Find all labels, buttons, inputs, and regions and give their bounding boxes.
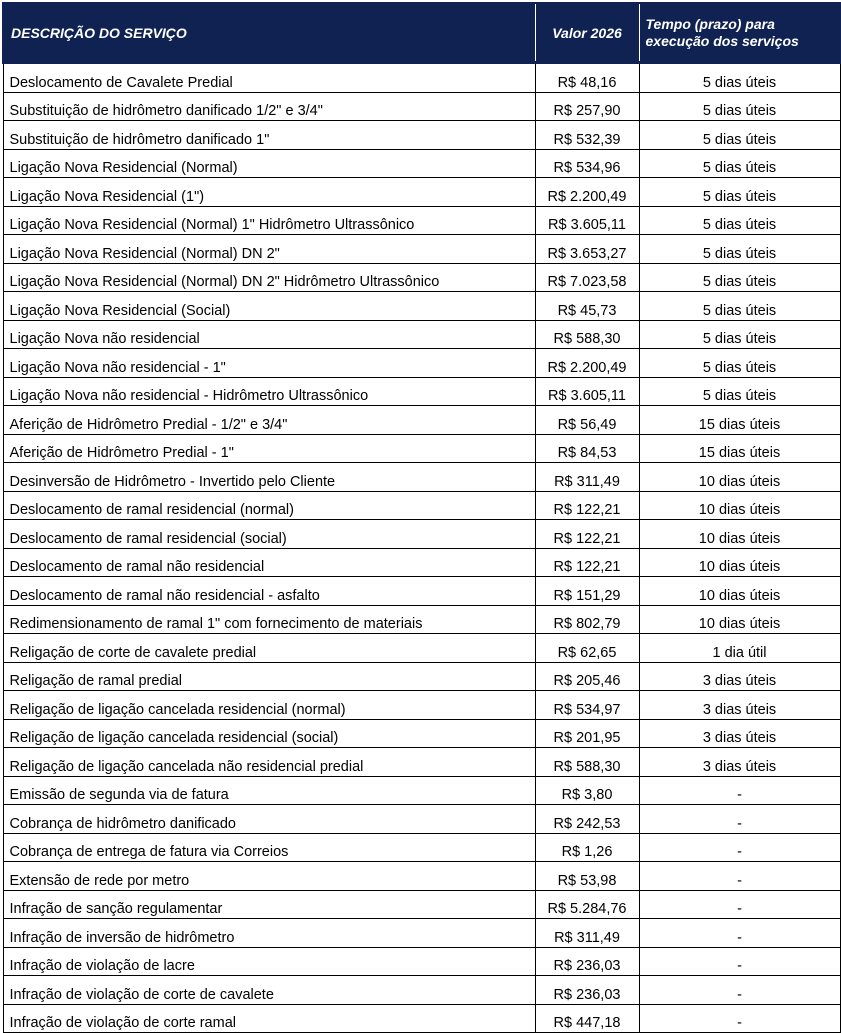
table-row: [3, 491, 840, 520]
service-description: Ligação Nova Residencial (1"): [3, 178, 535, 207]
header-execution-time-line2: execução dos serviços: [645, 32, 799, 49]
service-execution-time: 5 dias úteis: [639, 235, 840, 264]
service-execution-time: 3 dias úteis: [639, 719, 840, 748]
service-description: Extensão de rede por metro: [3, 862, 535, 891]
service-description: Aferição de Hidrômetro Predial - 1/2" e 3/4": [3, 406, 535, 435]
service-description: Ligação Nova Residencial (Normal) DN 2": [3, 235, 535, 264]
service-value: R$ 62,65: [535, 634, 639, 663]
service-execution-time: 1 dia útil: [639, 634, 840, 663]
service-value: R$ 48,16: [535, 63, 639, 93]
service-description: Infração de inversão de hidrômetro: [3, 919, 535, 948]
table-row: [3, 178, 840, 207]
service-execution-time: 15 dias úteis: [639, 406, 840, 435]
service-value: R$ 311,49: [535, 463, 639, 492]
service-value: R$ 1,26: [535, 833, 639, 862]
table-row: [3, 121, 840, 150]
header-value: Valor 2026: [535, 3, 639, 63]
service-value: R$ 3.605,11: [535, 206, 639, 235]
service-description: Religação de corte de cavalete predial: [3, 634, 535, 663]
service-value: R$ 447,18: [535, 1004, 639, 1033]
service-description: Cobrança de entrega de fatura via Correios: [3, 833, 535, 862]
service-execution-time: 10 dias úteis: [639, 463, 840, 492]
service-description: Infração de violação de corte ramal: [3, 1004, 535, 1033]
service-execution-time: 5 dias úteis: [639, 320, 840, 349]
service-execution-time: 5 dias úteis: [639, 178, 840, 207]
service-execution-time: 3 dias úteis: [639, 691, 840, 720]
service-value: R$ 311,49: [535, 919, 639, 948]
table-row: [3, 862, 840, 891]
table-row: [3, 634, 840, 663]
service-value: R$ 122,21: [535, 548, 639, 577]
table-row: [3, 1004, 840, 1033]
service-value: R$ 534,96: [535, 149, 639, 178]
service-execution-time: 10 dias úteis: [639, 605, 840, 634]
service-execution-time: -: [639, 862, 840, 891]
service-execution-time: -: [639, 947, 840, 976]
service-value: R$ 3.653,27: [535, 235, 639, 264]
table-row: [3, 605, 840, 634]
service-value: R$ 201,95: [535, 719, 639, 748]
service-value: R$ 5.284,76: [535, 890, 639, 919]
service-description: Ligação Nova Residencial (Social): [3, 292, 535, 321]
service-description: Deslocamento de ramal residencial (normal): [3, 491, 535, 520]
table-row: [3, 947, 840, 976]
table-row: [3, 833, 840, 862]
service-value: R$ 2.200,49: [535, 349, 639, 378]
table-row: [3, 63, 840, 93]
service-execution-time: 3 dias úteis: [639, 748, 840, 777]
service-value: R$ 588,30: [535, 320, 639, 349]
service-description: Ligação Nova não residencial - 1": [3, 349, 535, 378]
table-row: [3, 149, 840, 178]
service-value: R$ 56,49: [535, 406, 639, 435]
service-execution-time: -: [639, 1004, 840, 1033]
service-execution-time: 5 dias úteis: [639, 292, 840, 321]
header-execution-time-line1: Tempo (prazo) para: [645, 15, 775, 32]
table-row: [3, 463, 840, 492]
service-description: Religação de ligação cancelada residencial (normal): [3, 691, 535, 720]
table-row: [3, 748, 840, 777]
service-description: Emissão de segunda via de fatura: [3, 776, 535, 805]
table-row: [3, 349, 840, 378]
service-execution-time: -: [639, 805, 840, 834]
service-description: Ligação Nova Residencial (Normal): [3, 149, 535, 178]
table-row: [3, 776, 840, 805]
service-value: R$ 588,30: [535, 748, 639, 777]
table-row: [3, 662, 840, 691]
service-description: Substituição de hidrômetro danificado 1/2" e 3/4": [3, 92, 535, 121]
service-execution-time: -: [639, 833, 840, 862]
table-header: [3, 3, 840, 63]
service-execution-time: -: [639, 776, 840, 805]
table-body: [3, 63, 840, 1033]
service-description: Cobrança de hidrômetro danificado: [3, 805, 535, 834]
service-execution-time: 5 dias úteis: [639, 121, 840, 150]
table-row: [3, 548, 840, 577]
service-execution-time: -: [639, 890, 840, 919]
service-execution-time: 5 dias úteis: [639, 263, 840, 292]
service-value: R$ 205,46: [535, 662, 639, 691]
service-description: Ligação Nova Residencial (Normal) DN 2" Hidrômetro Ultrassônico: [3, 263, 535, 292]
service-description: Religação de ramal predial: [3, 662, 535, 691]
table-row: [3, 805, 840, 834]
service-value: R$ 3.605,11: [535, 377, 639, 406]
table-row: [3, 919, 840, 948]
service-description: Deslocamento de Cavalete Predial: [3, 63, 535, 93]
service-value: R$ 45,73: [535, 292, 639, 321]
service-execution-time: 5 dias úteis: [639, 377, 840, 406]
table-row: [3, 320, 840, 349]
service-description: Deslocamento de ramal não residencial: [3, 548, 535, 577]
table-row: [3, 890, 840, 919]
table-row: [3, 434, 840, 463]
table-row: [3, 719, 840, 748]
table-row: [3, 292, 840, 321]
service-execution-time: 5 dias úteis: [639, 206, 840, 235]
service-value: R$ 802,79: [535, 605, 639, 634]
service-description: Infração de violação de lacre: [3, 947, 535, 976]
service-description: Religação de ligação cancelada não residencial predial: [3, 748, 535, 777]
service-value: R$ 84,53: [535, 434, 639, 463]
service-description: Infração de sanção regulamentar: [3, 890, 535, 919]
service-execution-time: 5 dias úteis: [639, 349, 840, 378]
service-execution-time: 5 dias úteis: [639, 92, 840, 121]
table-row: [3, 263, 840, 292]
table-row: [3, 92, 840, 121]
table-row: [3, 577, 840, 606]
service-value: R$ 122,21: [535, 520, 639, 549]
service-description: Redimensionamento de ramal 1" com fornecimento de materiais: [3, 605, 535, 634]
service-execution-time: 10 dias úteis: [639, 520, 840, 549]
service-value: R$ 122,21: [535, 491, 639, 520]
service-description: Substituição de hidrômetro danificado 1": [3, 121, 535, 150]
service-value: R$ 236,03: [535, 947, 639, 976]
table-row: [3, 406, 840, 435]
service-value: R$ 242,53: [535, 805, 639, 834]
service-execution-time: -: [639, 976, 840, 1005]
service-description: Deslocamento de ramal não residencial - asfalto: [3, 577, 535, 606]
table-row: [3, 235, 840, 264]
service-execution-time: 10 dias úteis: [639, 491, 840, 520]
table-row: [3, 206, 840, 235]
service-description: Ligação Nova não residencial: [3, 320, 535, 349]
service-description: Aferição de Hidrômetro Predial - 1": [3, 434, 535, 463]
table-row: [3, 976, 840, 1005]
service-value: R$ 3,80: [535, 776, 639, 805]
service-execution-time: 10 dias úteis: [639, 548, 840, 577]
header-execution-time: [639, 3, 840, 63]
service-description: Ligação Nova Residencial (Normal) 1" Hidrômetro Ultrassônico: [3, 206, 535, 235]
header-row: [3, 3, 840, 63]
service-value: R$ 2.200,49: [535, 178, 639, 207]
service-execution-time: 3 dias úteis: [639, 662, 840, 691]
service-value: R$ 532,39: [535, 121, 639, 150]
table-row: [3, 691, 840, 720]
service-description: Desinversão de Hidrômetro - Invertido pelo Cliente: [3, 463, 535, 492]
service-description: Ligação Nova não residencial - Hidrômetro Ultrassônico: [3, 377, 535, 406]
service-description: Infração de violação de corte de cavalete: [3, 976, 535, 1005]
table-row: [3, 520, 840, 549]
header-description: DESCRIÇÃO DO SERVIÇO: [3, 3, 535, 63]
service-value: R$ 53,98: [535, 862, 639, 891]
service-value: R$ 236,03: [535, 976, 639, 1005]
service-execution-time: 5 dias úteis: [639, 149, 840, 178]
table-row: [3, 377, 840, 406]
services-price-table: [2, 2, 841, 1033]
service-description: Religação de ligação cancelada residencial (social): [3, 719, 535, 748]
service-execution-time: 10 dias úteis: [639, 577, 840, 606]
service-execution-time: 15 dias úteis: [639, 434, 840, 463]
service-description: Deslocamento de ramal residencial (social): [3, 520, 535, 549]
service-value: R$ 7.023,58: [535, 263, 639, 292]
service-value: R$ 534,97: [535, 691, 639, 720]
service-execution-time: -: [639, 919, 840, 948]
service-value: R$ 151,29: [535, 577, 639, 606]
service-execution-time: 5 dias úteis: [639, 63, 840, 93]
service-value: R$ 257,90: [535, 92, 639, 121]
